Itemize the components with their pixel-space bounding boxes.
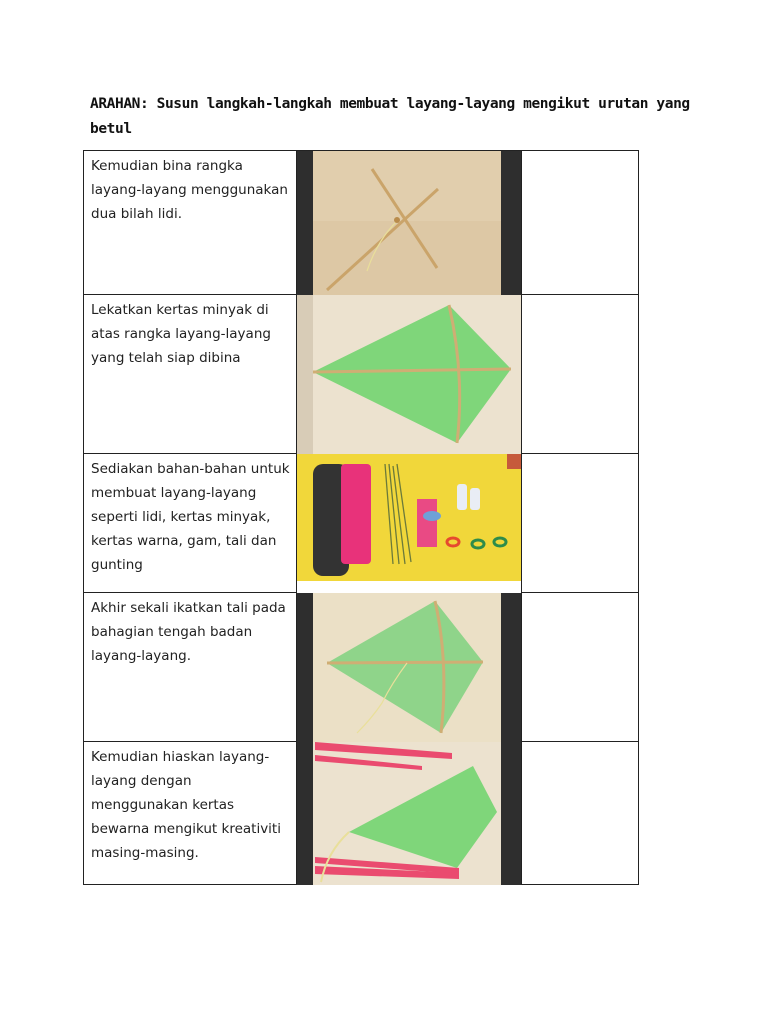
- kite-materials-photo: [297, 454, 521, 593]
- table-row: [84, 151, 639, 295]
- table-row: [84, 593, 639, 742]
- table-row: [84, 295, 639, 454]
- kite-with-string-photo: [297, 593, 521, 742]
- answer-cell[interactable]: [522, 742, 639, 885]
- step-text: Kemudian hiaskan layang-layang dengan menggunakan kertas bewarna mengikut kreativiti masing-masing.: [91, 749, 281, 861]
- answer-cell[interactable]: [522, 454, 639, 593]
- step-text: Akhir sekali ikatkan tali pada bahagian tengah badan layang-layang.: [91, 600, 286, 664]
- table-row: [84, 454, 639, 593]
- step-text: Kemudian bina rangka layang-layang menggunakan dua bilah lidi.: [91, 158, 288, 222]
- answer-cell[interactable]: [522, 593, 639, 742]
- instruction-heading: ARAHAN: Susun langkah-langkah membuat layang-layang mengikut urutan yang betul: [90, 96, 690, 137]
- crossed-sticks-frame-photo: [297, 151, 521, 295]
- answer-cell[interactable]: [522, 151, 639, 295]
- decorated-kite-photo: [297, 742, 521, 885]
- step-text: Lekatkan kertas minyak di atas rangka layang-layang yang telah siap dibina: [91, 302, 271, 366]
- green-kite-on-frame-photo: [297, 295, 521, 454]
- steps-table: [83, 150, 639, 885]
- answer-cell[interactable]: [522, 295, 639, 454]
- step-text: Sediakan bahan-bahan untuk membuat layang-layang seperti lidi, kertas minyak, kertas warna, gam, tali dan gunting: [91, 461, 290, 573]
- table-row: [84, 742, 639, 885]
